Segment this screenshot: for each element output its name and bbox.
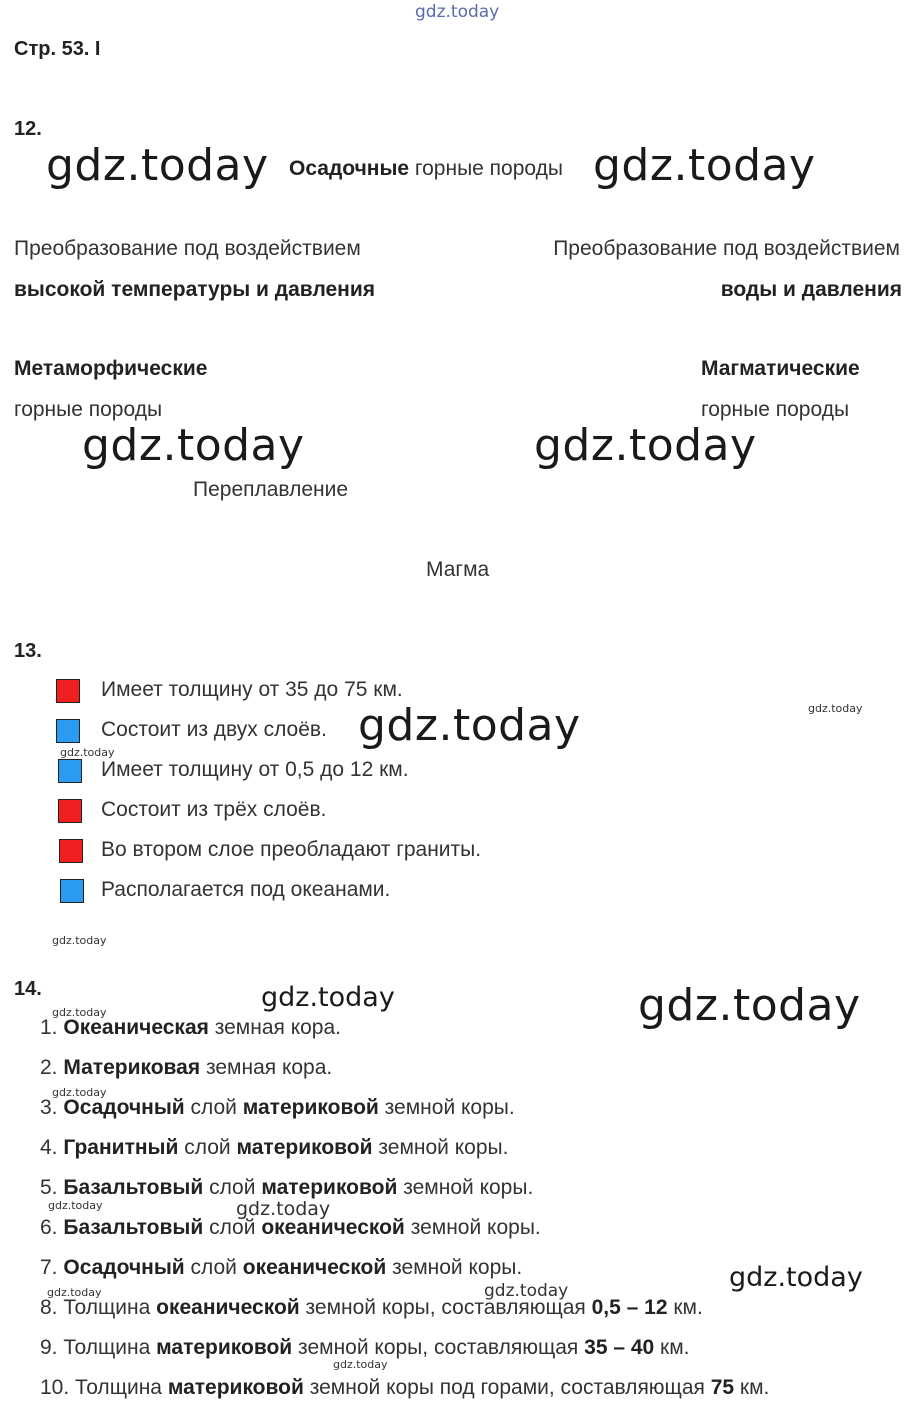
task-14-item-number: 2. [40, 1056, 64, 1079]
task-14-item-number: 8. [40, 1296, 64, 1319]
sedimentary-rest: горные породы [409, 157, 563, 180]
task-14-item-segment: слой [178, 1136, 237, 1159]
task-13-number: 13. [14, 640, 42, 662]
watermark-small: gdz.today [48, 1199, 103, 1212]
task-14-item-segment: материковой [167, 1376, 304, 1399]
task-14-item-segment: слой [184, 1256, 243, 1279]
task-14-item-segment: земной коры под горами, составляющая [303, 1376, 711, 1399]
task-14-item-segment: Материковая [63, 1056, 201, 1079]
watermark: gdz.today [729, 1262, 863, 1293]
task-14-item-segment: Толщина [63, 1336, 157, 1359]
watermark-small: gdz.today [52, 1086, 107, 1099]
watermark: gdz.today [82, 420, 305, 471]
task-14-item-segment: Океаническая [63, 1016, 209, 1039]
task-14-item-segment: 0,5 – 12 [591, 1296, 668, 1319]
task-14-item-segment: км. [667, 1296, 703, 1319]
task-12-number: 12. [14, 118, 42, 140]
magmatic-rocks-label: горные породы [701, 398, 850, 421]
watermark: gdz.today [534, 420, 757, 471]
task-14-item-segment: Толщина [75, 1376, 168, 1399]
watermark-small: gdz.today [52, 934, 107, 947]
watermark: gdz.today [261, 982, 395, 1013]
task-14-item [40, 1056, 332, 1080]
task-14-item-segment: км. [734, 1376, 770, 1399]
task-14-item-segment: океанической [156, 1296, 300, 1319]
metamorphic-label: Метаморфические [14, 357, 208, 380]
task-13-item-text: Имеет толщину от 35 до 75 км. [101, 678, 403, 701]
task-14-item-segment: земной коры, составляющая [292, 1336, 585, 1359]
watermark: gdz.today [638, 980, 861, 1031]
task-14-item-segment: земная кора. [208, 1016, 341, 1039]
task-14-number: 14. [14, 978, 42, 1000]
right-transform-line1: Преобразование под воздействием [553, 237, 900, 260]
task-14-item-segment: земная кора. [200, 1056, 333, 1079]
task-14-item-segment: океанической [261, 1216, 405, 1239]
task-14-item-segment: Базальтовый [63, 1216, 204, 1239]
task-14-item-number: 10. [40, 1376, 76, 1399]
metamorphic-rocks-label: горные породы [14, 398, 163, 421]
watermark-small: gdz.today [47, 1286, 102, 1299]
task-13-item-text: Располагается под океанами. [101, 878, 391, 901]
task-14-item-segment: материковой [242, 1096, 379, 1119]
task-14-item-segment: слой [184, 1096, 243, 1119]
task-14-item-segment: материковой [156, 1336, 293, 1359]
task-14-item [40, 1336, 690, 1360]
task-14-item-segment: материковой [261, 1176, 398, 1199]
task-14-item-number: 7. [40, 1256, 64, 1279]
left-transform-line2: высокой температуры и давления [14, 278, 376, 301]
watermark: gdz.today [593, 140, 816, 191]
task-14-item-segment: земной коры, составляющая [299, 1296, 592, 1319]
magma-label: Магма [426, 558, 490, 581]
watermark: gdz.today [46, 140, 269, 191]
watermark-small: gdz.today [52, 1006, 107, 1019]
watermark-medium: gdz.today [236, 1198, 331, 1220]
color-marker [60, 879, 84, 903]
task-14-item-number: 6. [40, 1216, 64, 1239]
task-14-item-segment: Осадочный [63, 1096, 185, 1119]
color-marker [56, 679, 80, 703]
page-title: Стр. 53. I [14, 38, 101, 60]
task-14-item-segment: земной коры. [397, 1176, 534, 1199]
task-13-item-text: Состоит из трёх слоёв. [101, 798, 327, 821]
task-14-item-segment: земной коры. [378, 1096, 515, 1119]
task-14-item-segment: земной коры. [404, 1216, 541, 1239]
task-14-item-segment: 75 [710, 1376, 735, 1399]
remelting-label: Переплавление [193, 478, 349, 501]
task-14-item-segment: Толщина [63, 1296, 157, 1319]
color-marker [59, 839, 83, 863]
watermark-small: gdz.today [60, 746, 115, 759]
sedimentary-rocks-label [289, 157, 563, 181]
task-14-item-number: 5. [40, 1176, 64, 1199]
task-14-item-segment: слой [203, 1216, 262, 1239]
watermark: gdz.today [358, 700, 581, 751]
site-watermark-top: gdz.today [415, 2, 500, 22]
task-14-item [40, 1096, 515, 1120]
color-marker [56, 719, 80, 743]
watermark-small: gdz.today [333, 1358, 388, 1371]
task-14-item [40, 1136, 508, 1160]
task-14-item-number: 3. [40, 1096, 64, 1119]
task-14-item-number: 4. [40, 1136, 64, 1159]
task-14-item [40, 1376, 769, 1400]
sedimentary-bold: Осадочные [289, 157, 410, 180]
left-transform-line1: Преобразование под воздействием [14, 237, 361, 260]
task-14-item-segment: км. [654, 1336, 690, 1359]
task-14-item-segment: Осадочный [63, 1256, 185, 1279]
color-marker [58, 759, 82, 783]
task-14-item [40, 1256, 522, 1280]
task-14-item-segment: земной коры. [386, 1256, 523, 1279]
task-13-item-text: Во втором слое преобладают граниты. [101, 838, 482, 861]
task-14-item-segment: земной коры. [372, 1136, 509, 1159]
color-marker [58, 799, 82, 823]
right-transform-line2: воды и давления [720, 278, 902, 301]
task-14-item-segment: 35 – 40 [584, 1336, 655, 1359]
task-13-item-text: Имеет толщину от 0,5 до 12 км. [101, 758, 409, 781]
watermark-small: gdz.today [808, 702, 863, 715]
task-14-item [40, 1176, 533, 1200]
task-14-item [40, 1016, 341, 1040]
watermark-medium: gdz.today [484, 1281, 569, 1301]
task-14-item [40, 1296, 703, 1320]
task-14-item-segment: слой [203, 1176, 262, 1199]
task-14-item-number: 9. [40, 1336, 64, 1359]
task-14-item-segment: океанической [242, 1256, 387, 1279]
task-14-item-number: 1. [40, 1016, 64, 1039]
task-14-item-segment: Гранитный [63, 1136, 179, 1159]
magmatic-label: Магматические [701, 357, 860, 380]
task-14-item-segment: материковой [236, 1136, 373, 1159]
task-13-item-text: Состоит из двух слоёв. [101, 718, 327, 741]
task-14-item-segment: Базальтовый [63, 1176, 204, 1199]
